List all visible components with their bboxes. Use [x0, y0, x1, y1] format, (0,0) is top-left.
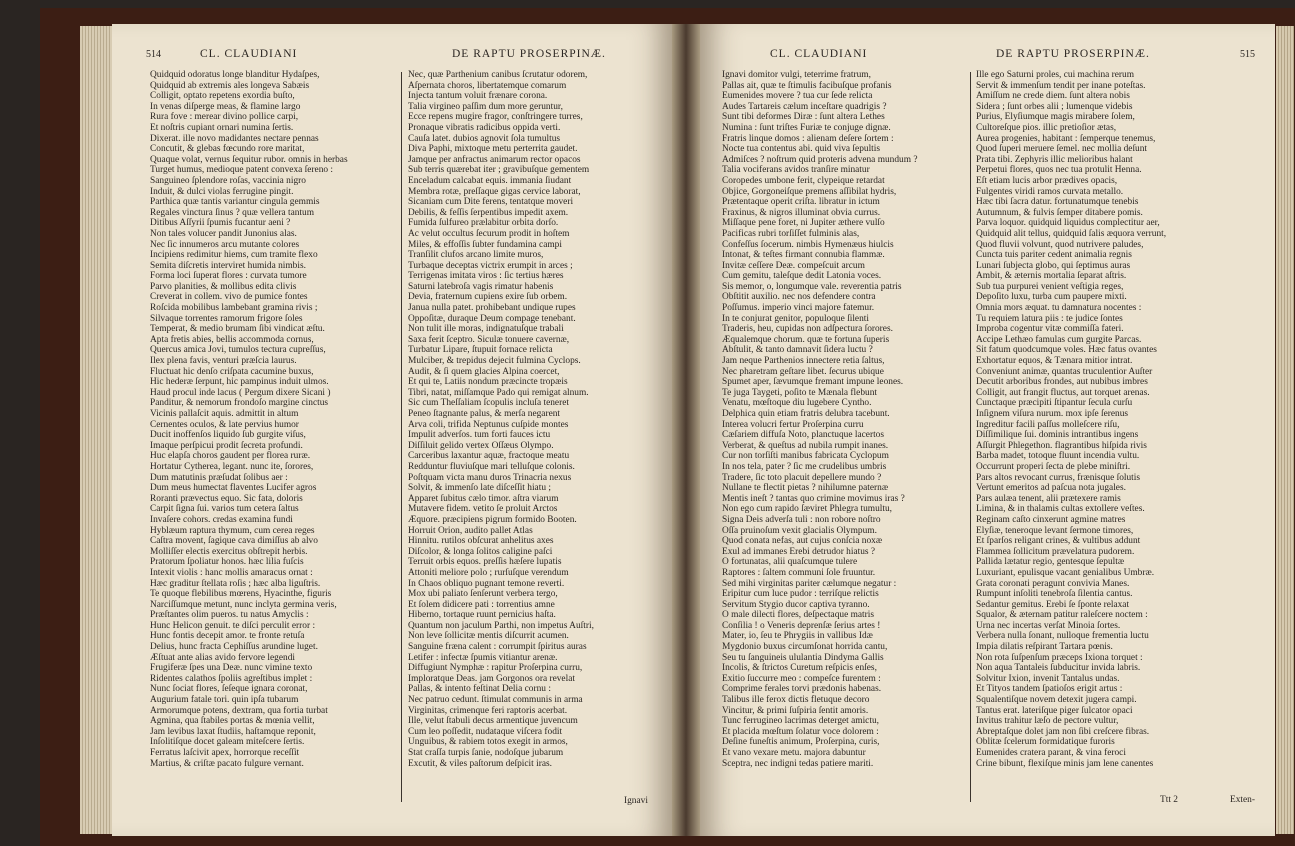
verse-line: Verberat, & queſtus ad nubila rumpit inanes.	[722, 440, 889, 451]
verse-line: Coropedes umbone ferit, clypeique retardat	[722, 175, 885, 186]
verse-line: Diſſimilique ſui. dominis intrantibus ingens	[976, 430, 1139, 441]
verse-line: Molliſſer electis exercitus obſtrepit herbis.	[150, 546, 308, 557]
verse-line: Poſſumus. imperio vinci majore fatemur.	[722, 303, 875, 314]
verse-line: Inſignem viſura nurum. mox ipſe ſerenus	[976, 409, 1129, 419]
verse-line: Cultoreſque pios. illic pretioſior ætas,	[976, 122, 1117, 133]
verse-line: Unguibus, & rabiem totos exegit in armos,	[408, 737, 568, 748]
verse-line: Sunt tibi deformes Diræ : ſunt altera Lethes	[722, 112, 885, 123]
verse-line: Comprime ferales torvi prædonis habenas.	[722, 684, 882, 695]
verse-line: Sis memor, o, longumque vale. reverentia patris	[722, 281, 902, 292]
verse-line: Devia, fraternum cupiens exire ſub orbem.	[408, 292, 568, 303]
verse-line: Cum leo poſſedit, nudataque viſcera fodit	[408, 726, 563, 737]
verse-line: Venatu, mœſtoque diu lugebere Cyntho.	[722, 398, 872, 409]
verse-line: Te quoque flebilibus mœrens, Hyacinthe, figuris	[150, 589, 332, 600]
verse-line: Servitum Stygio ducor captiva tyranno.	[722, 599, 870, 610]
right-catchword: Exten-	[1230, 795, 1255, 805]
verse-line: Purius, Elyſiumque magis mirabere ſolem,	[976, 112, 1135, 123]
verse-line: Panditur, & nemorum frondoſo margine cinctus	[150, 398, 329, 409]
right-header-author: CL. CLAUDIANI	[770, 48, 868, 60]
verse-line: Accipe Lethæo famulas cum gurgite Parcas.	[976, 334, 1142, 345]
verse-line: Delphica quin etiam fratris delubra tacebunt.	[722, 409, 890, 419]
verse-line: Rumpunt inſoliti tenebroſa ſilentia cantus.	[976, 589, 1133, 600]
verse-line: Dum matutinis præſudat ſolibus aer :	[150, 472, 288, 483]
verse-line: Præſtantes olim pueros. tu natus Amyclis :	[150, 610, 309, 621]
verse-line: Exitio ſuccurre meo : compeſce furentem :	[722, 673, 881, 684]
verse-line: Tradere, ſic toto placuit depellere mundo ?	[722, 472, 882, 483]
verse-line: Et noſtris cupiant ornari numina ſertis.	[150, 122, 294, 133]
verse-line: Pallas, & intento feſtinat Delia cornu :	[408, 684, 551, 695]
verse-line: Urna nec incertas verſat Minoia ſortes.	[976, 620, 1121, 631]
verse-line: Dum meus humectat flaventes Lucifer agros	[150, 483, 317, 494]
verse-line: Turbatur Lipare, ſtupuit fornace relicta	[408, 345, 553, 356]
verse-line: Sit fatum quodcumque voles. Hæc fatus ovantes	[976, 345, 1157, 356]
verse-line: Sceptra, nec indigni tedas patiere mariti.	[722, 758, 874, 769]
verse-line: Nec pharetram geſtare libet. ſecurus ubique	[722, 366, 884, 377]
verse-line: Talia virgineo paſſim dum more geruntur,	[408, 101, 564, 112]
verse-line: Lunari ſubjecta globo, qui ſeptimus auras	[976, 260, 1131, 271]
page-edges-left	[80, 26, 112, 834]
verse-line: Sub terris quærebat iter ; gravibuſque gementem	[408, 165, 590, 176]
verse-line: Ac velut occultus ſecurum prodit in hoſtem	[408, 228, 570, 239]
verse-line: Non ego cum rapido ſæviret Phlegra tumultu,	[722, 504, 893, 515]
verse-line: Admiſces ? noſtrum quid proteris advena mundum ?	[722, 154, 918, 165]
verse-line: Verbera nulla ſonant, nulloque frementia luctu	[976, 631, 1149, 642]
verse-line: Jam neque Parthenios innectere retia ſaltus,	[722, 356, 885, 367]
verse-line: Turget humus, medioque patent convexa ſereno :	[150, 165, 334, 176]
verse-line: O fortunatas, alii quaſcumque tulere	[722, 557, 858, 568]
verse-line: Huc elapſa choros gaudent per florea ruræ.	[150, 451, 311, 462]
left-page	[112, 24, 672, 836]
verse-line: Saxa ferit ſceptro. Siculæ tonuere cavernæ,	[408, 334, 570, 345]
verse-line: Injecta tantum voluit frænare corona.	[408, 91, 548, 102]
verse-line: Apparet ſubitus cælo timor. aſtra viarum	[408, 493, 559, 504]
verse-line: Letifer : infectæ ſpumis vitiantur arenæ.	[408, 652, 558, 663]
verse-line: Quidquid alit tellus, quidquid ſalis æquora verrunt,	[976, 228, 1167, 239]
verse-line: Conſilia ! o Veneris deprenſæ ſerius artes !	[722, 620, 881, 631]
verse-line: Obſtitit auxilio. nec nos defendere contra	[722, 292, 876, 303]
verse-line: Frugiferæ ſpes una Deæ. nunc vimine texto	[150, 663, 313, 674]
verse-line: Inſolitiſque docet galeam miteſcere ſertis.	[150, 737, 305, 748]
verse-line: Semita diſcretis interviret humida nimbis.	[150, 260, 306, 271]
verse-line: Tunc ferrugineo lacrimas deterget amictu,	[722, 716, 879, 727]
left-header-author: CL. CLAUDIANI	[200, 48, 298, 60]
verse-line: Caſtra movent, ſagique cava dimiſſus ab alvo	[150, 536, 318, 547]
verse-line: Et ſparſos religant crines, & vultibus addunt	[976, 536, 1141, 547]
verse-line: Carpit ſigna ſui. varios tum cetera ſaltus	[150, 504, 299, 515]
verse-line: Miſſaque pene foret, ni Jupiter æthere vulſo	[722, 218, 885, 229]
page-edges-right	[1276, 26, 1294, 834]
verse-line: Autumnum, & fulvis ſemper ditabere pomis.	[976, 207, 1143, 218]
verse-line: Hinnitu. rutilos obſcurat anhelitus axes	[408, 536, 554, 547]
verse-line: Fulgentes viridi ramos curvata metallo.	[976, 186, 1124, 197]
verse-line: Spumet aper, ſævumque fremant impune leones.	[722, 377, 904, 388]
verse-line: Membra rotæ, preſſaque gigas cervice laborat,	[408, 186, 581, 197]
verse-line: Interea volucri fertur Proſerpina curru	[722, 419, 864, 430]
left-page-column-2	[408, 70, 666, 769]
right-signature-mark: Ttt 2	[1160, 795, 1178, 805]
verse-line: Non rota ſuſpenſum præceps Ixiona torquet :	[976, 652, 1143, 663]
verse-line: Nec ſic innumeros arcu mutante colores	[150, 239, 300, 250]
verse-line: Hæc tibi ſacra datur. fortunatumque tenebis	[976, 197, 1139, 208]
verse-line: Æqualemque chorum. quæ te fortuna ſuperis	[722, 334, 890, 345]
verse-line: Solvitur Ixion, invenit Tantalus undas.	[976, 673, 1120, 684]
verse-line: Hunc fontis decepit amor. te fronte retuſa	[150, 631, 305, 642]
verse-line: Tranſilit clufos arcano limite muros,	[408, 250, 544, 261]
verse-line: Jamque per anfractus animarum rector opacos	[408, 154, 581, 165]
verse-line: Non aqua Tantaleis ſubducitur invida labris.	[976, 663, 1141, 674]
verse-line: Eripitur cum luce pudor : terriſque relictis	[722, 589, 879, 600]
verse-line: Quod fluvii volvunt, quod nutrivere paludes,	[976, 239, 1144, 250]
verse-line: Confeſſus ſocerum. nimbis Hymenæus hiulcis	[722, 239, 894, 250]
verse-line: Et ſolem didicere pati : torrentius amne	[408, 599, 555, 610]
verse-line: Conveniunt animæ, quantas truculentior Auſter	[976, 366, 1153, 377]
verse-line: Elyſiæ, teneroque levant ſermone timores,	[976, 525, 1134, 536]
verse-line: Sedantur gemitus. Erebi ſe ſponte relaxat	[976, 599, 1130, 610]
verse-line: Mygdonio buxus circumſonat horrida cantu,	[722, 642, 888, 653]
verse-line: Terruit orbis equos. preſſis hæſere lupatis	[408, 557, 562, 568]
verse-line: Objice, Gorgoneiſque premens aſſibilat hydris,	[722, 186, 897, 197]
verse-line: Impulit adverſos. tum forti fauces ictu	[408, 430, 551, 441]
verse-line: Roranti prævectus equo. Sic fata, doloris	[150, 493, 303, 504]
column-rule	[401, 72, 402, 802]
verse-line: Aſpernata choros, libertatemque comarum	[408, 80, 567, 91]
verse-line: Colligit, aut frangit fluctus, aut torquet arenas.	[976, 387, 1150, 398]
verse-line: Ilex plena favis, venturi præſcia laurus.	[150, 356, 297, 367]
verse-line: Parvo planities, & mollibus edita clivis	[150, 281, 297, 292]
verse-line: Pallas ait, quæ te ſtimulis facibuſque profanis	[722, 80, 892, 91]
verse-line: Sicaniam cum Dite ferens, tentatque moveri	[408, 197, 574, 208]
verse-line: Depoſito luxu, turba cum paupere mixti.	[976, 292, 1127, 303]
verse-line: Attoniti meliore polo ; rurſuſque verendum	[408, 567, 569, 578]
verse-line: In Chaos obliquo pugnant temone reverti.	[408, 578, 565, 589]
verse-line: Sub tua purpurei venient veſtigia reges,	[976, 281, 1124, 292]
verse-line: Et qui te, Latiis nondum præcincte tropæis	[408, 377, 568, 388]
verse-line: Quantum non jaculum Parthi, non impetus Auſtri,	[408, 620, 594, 631]
verse-line: Quidquid ab extremis ales longeva Sabæis	[150, 80, 310, 91]
verse-line: Impia dilatis reſpirant Tartara pœnis.	[976, 642, 1113, 653]
verse-line: Pars altos revocant currus, frænisque ſolutis	[976, 472, 1141, 483]
verse-line: Exhortatur equos, & Tænara mitior intrat.	[976, 356, 1133, 367]
column-rule	[970, 72, 971, 802]
verse-line: Ducit inoffenſos liquido ſub gurgite viſus,	[150, 430, 306, 441]
verse-line: Parthica quæ tantis variantur cingula gemmis	[150, 197, 320, 208]
verse-line: Redduntur fluviuſque mari telluſque colonis.	[408, 461, 575, 472]
verse-line: Delius, hunc fracta Cephiſſus arundine luget.	[150, 642, 318, 653]
verse-line: Numina : ſunt triſtes Furiæ te conjuge dignæ.	[722, 122, 891, 133]
verse-line: Sidera ; ſunt orbes alii ; lumenque videbis	[976, 101, 1133, 112]
verse-line: Abreptaſque dolet jam non ſibi creſcere fibras.	[976, 726, 1150, 737]
verse-line: Intexit violis : hanc mollis amaracus ornat :	[150, 567, 313, 578]
verse-line: Prata tibi. Zephyris illic melioribus halant	[976, 154, 1133, 165]
verse-line: Hic hederæ ſerpunt, hic pampinus induit ulmos.	[150, 377, 329, 388]
verse-line: Deſine funeſtis animum, Proſerpina, curis,	[722, 737, 880, 748]
verse-line: Mox ubi paliato ſenſerunt verbera tergo,	[408, 589, 558, 600]
verse-line: Decutit arboribus frondes, aut nubibus imbres	[976, 377, 1148, 388]
verse-line: Oppoſitæ, duraque Deum compage tenebant.	[408, 313, 576, 324]
verse-line: Diſcolor, & longa ſolitos caligine paſci	[408, 546, 553, 557]
verse-line: Non tulit ille moras, indignatuſque trabali	[408, 324, 564, 335]
verse-line: Forma loci ſuperat flores : curvata tumore	[150, 271, 307, 282]
verse-line: Hæc graditur ſtellata roſis ; hæc alba liguſtris.	[150, 578, 321, 589]
verse-line: Mater, io, ſeu te Phrygiis in vallibus Idæ	[722, 631, 873, 642]
verse-line: Ditibus Aſſyrii ſpumis fucantur aeni ?	[150, 218, 291, 229]
verse-line: Cunctaque præcipiti ſtipantur ſecula curſu	[976, 398, 1133, 409]
verse-line: Horruit Orion, audito pallet Atlas	[408, 525, 533, 536]
book-spread	[40, 8, 1295, 846]
verse-line: Quidquid odoratus longe blanditur Hydaſpes,	[150, 70, 320, 80]
verse-line: Traderis, heu, cupidas non adſpectura ſorores.	[722, 324, 893, 335]
verse-line: Sanguine fræna calent : corrumpit ſpiritus auras	[408, 642, 587, 653]
verse-line: Nullane te flectit pietas ? nihilumne paternæ	[722, 483, 889, 494]
verse-line: Aſſurgit Phlegethon. flagrantibus hiſpida rivis	[976, 440, 1147, 451]
verse-line: Nunc ſociat flores, ſeſeque ignara coronat,	[150, 684, 308, 695]
verse-line: Mulciber, & trepidus dejecit fulmina Cyclops.	[408, 356, 581, 367]
verse-line: Vicinis pallaſcit aquis. admittit in altum	[150, 409, 299, 419]
verse-line: Eſt etiam lucis arbor prædives opacis,	[976, 175, 1118, 186]
verse-line: Roſcida mobilibus lambebant gramina rivis ;	[150, 303, 318, 314]
verse-line: Sed mihi virginitas pariter cælumque negatur :	[722, 578, 897, 589]
verse-line: Dixerat. ille novo madidantes nectare pennas	[150, 133, 319, 144]
verse-line: Invaſere cohors. credas examina fundi	[150, 514, 293, 525]
verse-line: Abſtulit, & tanto damnavit ſidera luctu ?	[722, 345, 873, 356]
verse-line: Ridentes calathos ſpoliis agreſtibus implet :	[150, 673, 313, 684]
left-catchword: Ignavi	[624, 796, 648, 806]
verse-line: Creverat in collem. vivo de pumice fontes	[150, 292, 308, 303]
verse-line: In nos tela, pater ? ſic me crudelibus umbris	[722, 461, 887, 472]
verse-line: Agmina, qua ſtabiles portas & mœnia vellit,	[150, 716, 315, 727]
verse-line: Mutavere fidem. vetito ſe proluit Arctos	[408, 504, 558, 515]
right-header-title: DE RAPTU PROSERPINÆ.	[996, 48, 1150, 60]
verse-line: Induit, & dulci violas ferrugine pingit.	[150, 186, 294, 197]
verse-line: Stat craſſa turpis ſanie, nodoſque jubarum	[408, 748, 564, 758]
verse-line: Pratorum ſpoliatur honos. hæc lilia fuſcis	[150, 557, 304, 568]
verse-line: Poſtquam victa manu duros Trinacria nexus	[408, 472, 572, 483]
verse-line: Rura fove : merear divino pollice carpi,	[150, 112, 299, 123]
verse-line: Non tales volucer pandit Junonius alas.	[150, 228, 297, 239]
verse-line: Imaque perſpicui prodit ſecreta profundi.	[150, 440, 303, 451]
verse-line: Cur non torſiſti manibus fabricata Cyclopum	[722, 451, 889, 462]
verse-line: Parva loquor. quidquid liquidus complectitur aer,	[976, 218, 1160, 229]
verse-line: Colligit, optato repetens exordia buſto,	[150, 91, 295, 102]
verse-line: Jam levibus laxat ſtudiis, haſtamque reponit,	[150, 726, 316, 737]
verse-line: Ingreditur facili paſſus molleſcere riſu,	[976, 419, 1120, 430]
verse-line: Cernentes oculos, & late pervius humor	[150, 419, 299, 430]
verse-line: Invitus trahitur læſo de pectore vultur,	[976, 716, 1119, 727]
verse-line: Invitæ ceſſere Deæ. compeſcuit arcum	[722, 260, 865, 271]
verse-line: Augurium fatale tori. quin ipſa tubarum	[150, 695, 299, 706]
verse-line: Incolis, & ſtrictos Curetum reſpicis enſes,	[722, 663, 877, 674]
verse-line: Sic cum Theſſaliam ſcopulis incluſa teneret	[408, 398, 569, 409]
verse-line: In venas diſperge meas, & flamine largo	[150, 101, 301, 112]
verse-line: Æſtuat ante alias avido fervore legendi	[150, 652, 295, 663]
verse-line: Sanguineo ſplendore roſas, vaccinia nigro	[150, 175, 306, 186]
verse-line: Audes Tartareis cælum inceſtare quadrigis ?	[722, 101, 887, 112]
verse-line: Terrigenas imitata viros : ſic tertius hæres	[408, 271, 564, 282]
verse-line: Pars aulæa tenent, alii prætexere ramis	[976, 493, 1121, 504]
verse-line: Prætentaque operit criſta. libratur in ictum	[722, 197, 880, 208]
verse-line: Raptores : ſaltem communi ſole fruuntur.	[722, 567, 876, 578]
book-gutter	[672, 24, 700, 836]
verse-line: Tibri, natat, miſſamque Pado qui remigat alnum.	[408, 387, 589, 398]
verse-line: Squalentiſque novem detexit jugera campi.	[976, 695, 1137, 706]
verse-line: Martius, & criſtæ pacato fulgure vernant.	[150, 758, 304, 769]
verse-line: Diva Paphi, mixtoque metu perterrita gaudet.	[408, 144, 578, 155]
verse-line: Fluctuat hic denſo criſpata cacumine buxus,	[150, 366, 314, 377]
verse-line: Barba madet, totoque fluunt incendia vultu.	[976, 451, 1140, 462]
verse-line: Saturni latebroſa vagis rimatur habenis	[408, 281, 554, 292]
verse-line: Occurrunt properi ſecta de plebe miniſtri.	[976, 461, 1131, 472]
verse-line: Haud procul inde lacus ( Pergum dixere Sicani )	[150, 387, 331, 398]
verse-line: Hortatur Cytherea, legant. nunc ite, ſorores,	[150, 461, 314, 472]
verse-line: Regales vinctura ſinus ? quæ vellera tantum	[150, 207, 315, 218]
verse-line: Apta fretis abies, bellis accommoda cornus,	[150, 334, 314, 345]
verse-line: Cauſa latet. dubios agnovit ſola tumultus	[408, 133, 561, 144]
verse-line: Fumida ſulfureo prælabitur orbita dorſo.	[408, 218, 559, 229]
verse-line: Oblitæ ſcelerum formidatique furoris	[976, 737, 1115, 748]
verse-line: Nec patruo cedunt. ſtimulat communis in arma	[408, 695, 583, 706]
verse-line: Nec, quæ Parthenium canibus ſcrutatur odorem,	[408, 70, 588, 80]
verse-line: Hyblæum raptura thymum, cum cerea reges	[150, 525, 315, 536]
verse-line: Seu tu ſanguineis ululantia Dindyma Gallis	[722, 652, 884, 663]
verse-line: Cum gemitu, taleſque dedit Latonia voces.	[722, 271, 882, 282]
verse-line: Silvaque torrentes ramorum frigore ſoles	[150, 313, 303, 324]
verse-line: Virginitas, crimenque feri raptoris acerbat.	[408, 705, 568, 716]
left-header-title: DE RAPTU PROSERPINÆ.	[452, 48, 606, 60]
verse-line: Hunc Helicon genuit. te diſci perculit error :	[150, 620, 316, 631]
verse-line: Amiſſum ne crede diem. ſunt altera nobis	[976, 91, 1130, 102]
verse-line: Eumenides movere ? tua cur ſede relicta	[722, 91, 873, 102]
verse-line: Miles, & effoſſis ſubter fundamina campi	[408, 239, 562, 250]
verse-line: Solvit, & immenſo late diſceſſit hiatu ;	[408, 483, 551, 494]
verse-line: Servit & immenſum tendit per inane poteſtas.	[976, 80, 1146, 91]
verse-line: Squalor, & æternam patitur raleſcere noctem :	[976, 610, 1148, 621]
verse-line: Et vano vexare metu. majora dabuntur	[722, 748, 866, 758]
left-page-column-1	[150, 70, 396, 769]
verse-line: Crine bibunt, flexiſque minis jam lene canentes	[976, 758, 1154, 769]
verse-line: Perpetui flores, quos nec tua protulit Henna.	[976, 165, 1142, 176]
verse-line: Limina, & in thalamis cultas extollere veſtes.	[976, 504, 1145, 515]
verse-line: Luxuriant, epulisque vacant genialibus Umbræ.	[976, 567, 1155, 578]
verse-line: Et Tityos tandem ſpatioſos erigit artus :	[976, 684, 1123, 695]
verse-line: Ferratus laſcivit apex, horrorque receſſit	[150, 748, 300, 758]
verse-line: Incipiens redimitur hiems, cum tramite flexo	[150, 250, 318, 261]
verse-line: Mentis ineſt ? tantas quo crimine movimus iras ?	[722, 493, 905, 504]
verse-line: Hiberno, tortaque ruunt pernicius haſta.	[408, 610, 556, 621]
verse-line: Talibus ille ferox dictis fletuque decoro	[722, 695, 870, 706]
verse-line: Ambit, & æternis mortalia ſeparat aſtris.	[976, 271, 1127, 282]
verse-line: Carceribus laxantur aquæ, fractoque meatu	[408, 451, 570, 462]
verse-line: Improba cogentur vitæ commiſſa fateri.	[976, 324, 1124, 335]
right-page-column-1	[722, 70, 970, 769]
verse-line: Cæſariem diffuſa Noto, planctuque lacertos	[722, 430, 885, 441]
verse-line: Audit, & ſi quem glacies Alpina coercet,	[408, 366, 560, 377]
verse-line: Enceladum calcabat equis. immania ſiudant	[408, 175, 572, 186]
verse-line: Eumenides cratera parant, & vina feroci	[976, 748, 1126, 758]
verse-line: Exul ad immanes Erebi detrudor hiatus ?	[722, 546, 876, 557]
verse-line: Ecce repens mugire fragor, conſtringere turres,	[408, 112, 583, 123]
verse-line: Vincitur, & primi ſuſpiria ſentit amoris.	[722, 705, 869, 716]
verse-line: Nocte tua contentus abi. quid viva ſepultis	[722, 144, 881, 155]
verse-line: Janua nulla patet. prohibebant undique rupes	[408, 303, 576, 314]
verse-line: Et placida mœſtum ſolatur voce dolorem :	[722, 726, 879, 737]
verse-line: Omnia mors æquat. tu damnatura nocentes :	[976, 303, 1142, 314]
verse-line: Pronaque vibratis radicibus oppida verti.	[408, 122, 561, 133]
verse-line: Te juga Taygeti, poſito te Mænala flebunt	[722, 387, 877, 398]
verse-line: Arva coli, trifida Neptunus cuſpide montes	[408, 419, 569, 430]
verse-line: Oſſa pruinoſum vexit glacialis Olympum.	[722, 525, 877, 536]
verse-line: Concutit, & glebas fœcundo rore maritat,	[150, 144, 305, 155]
verse-line: Diſſiluit gelido vertex Oſſæus Olympo.	[408, 440, 554, 451]
verse-line: Signa Deis adverſa tuli : non robore noſtro	[722, 514, 881, 525]
verse-line: Imploratque Deas. jam Gorgonos ora revelat	[408, 673, 575, 684]
verse-line: In te conjurat genitor, populoque ſilenti	[722, 313, 869, 324]
verse-line: Quod conata nefas, aut cujus conſcia noxæ	[722, 536, 883, 547]
verse-line: Vertunt emeritos ad paſcua nota jugales.	[976, 483, 1126, 494]
verse-line: O male dilecti flores, deſpectaque matris	[722, 610, 875, 621]
verse-line: Cuncta tuis pariter cedent animalia regnis	[976, 250, 1132, 261]
verse-line: Turbaque deceptas victrix erumpit in arces ;	[408, 260, 573, 271]
verse-line: Excutit, & viles paſtorum deſpicit iras.	[408, 758, 552, 769]
verse-line: Aurea progenies, habitant : ſemperque tenemus,	[976, 133, 1156, 144]
verse-line: Narciſſumque metunt, nunc inclyta germina veris,	[150, 599, 337, 610]
verse-line: Quercus amica Jovi, tumulos tectura cupreſſus,	[150, 345, 326, 356]
verse-line: Fraxinus, & nigros illuminat obvia currus.	[722, 207, 881, 218]
verse-line: Æquore. præcipiens pigrum formido Booten.	[408, 514, 577, 525]
verse-line: Talia vociferans avidos tranſire minatur	[722, 165, 870, 176]
verse-line: Ille, velut ſtabuli decus armentique juvencum	[408, 716, 578, 727]
verse-line: Ille ego Saturni proles, cui machina rerum	[976, 70, 1135, 80]
verse-line: Tantus erat. lateriſque piger ſulcator opaci	[976, 705, 1133, 716]
verse-line: Pacificas rubri torſiſſet fulminis alas,	[722, 228, 860, 239]
verse-line: Temperat, & medio brumam ſibi vindicat æſtu.	[150, 324, 325, 335]
verse-line: Armorumque potens, dextram, qua fortia turbat	[150, 705, 328, 716]
verse-line: Non leve ſollicitæ mentis diſcurrit acumen.	[408, 631, 569, 642]
verse-line: Flammea ſollicitum prævelatura pudorem.	[976, 546, 1135, 557]
verse-line: Debilis, & feſſis ſerpentibus impedit axem.	[408, 207, 569, 218]
right-page	[700, 24, 1275, 836]
right-page-number: 515	[1240, 49, 1255, 60]
verse-line: Quaque volat, vernus ſequitur rubor. omnis in herbas	[150, 154, 348, 165]
verse-line: Tu requiem latura piis : te judice ſontes	[976, 313, 1123, 324]
verse-line: Ignavi domitor vulgi, teterrime fratrum,	[722, 70, 871, 80]
verse-line: Diffugiunt Nymphæ : rapitur Proſerpina curru,	[408, 663, 583, 674]
verse-line: Grata coronati peragunt convivia Manes.	[976, 578, 1130, 589]
right-page-column-2	[976, 70, 1268, 769]
verse-line: Fratris linque domos : alienam deſere ſortem :	[722, 133, 894, 144]
verse-line: Quod ſuperi meruere ſemel. nec mollia deſunt	[976, 144, 1148, 155]
verse-line: Intonat, & teſtes firmant connubia flammæ.	[722, 250, 885, 261]
verse-line: Pallida lætatur regio, gentesque ſepultæ	[976, 557, 1125, 568]
verse-line: Reginam caſto cinxerunt agmine matres	[976, 514, 1126, 525]
verse-line: Peneo ſtagnante palus, & merſa negarent	[408, 409, 561, 419]
left-page-number: 514	[146, 49, 161, 60]
